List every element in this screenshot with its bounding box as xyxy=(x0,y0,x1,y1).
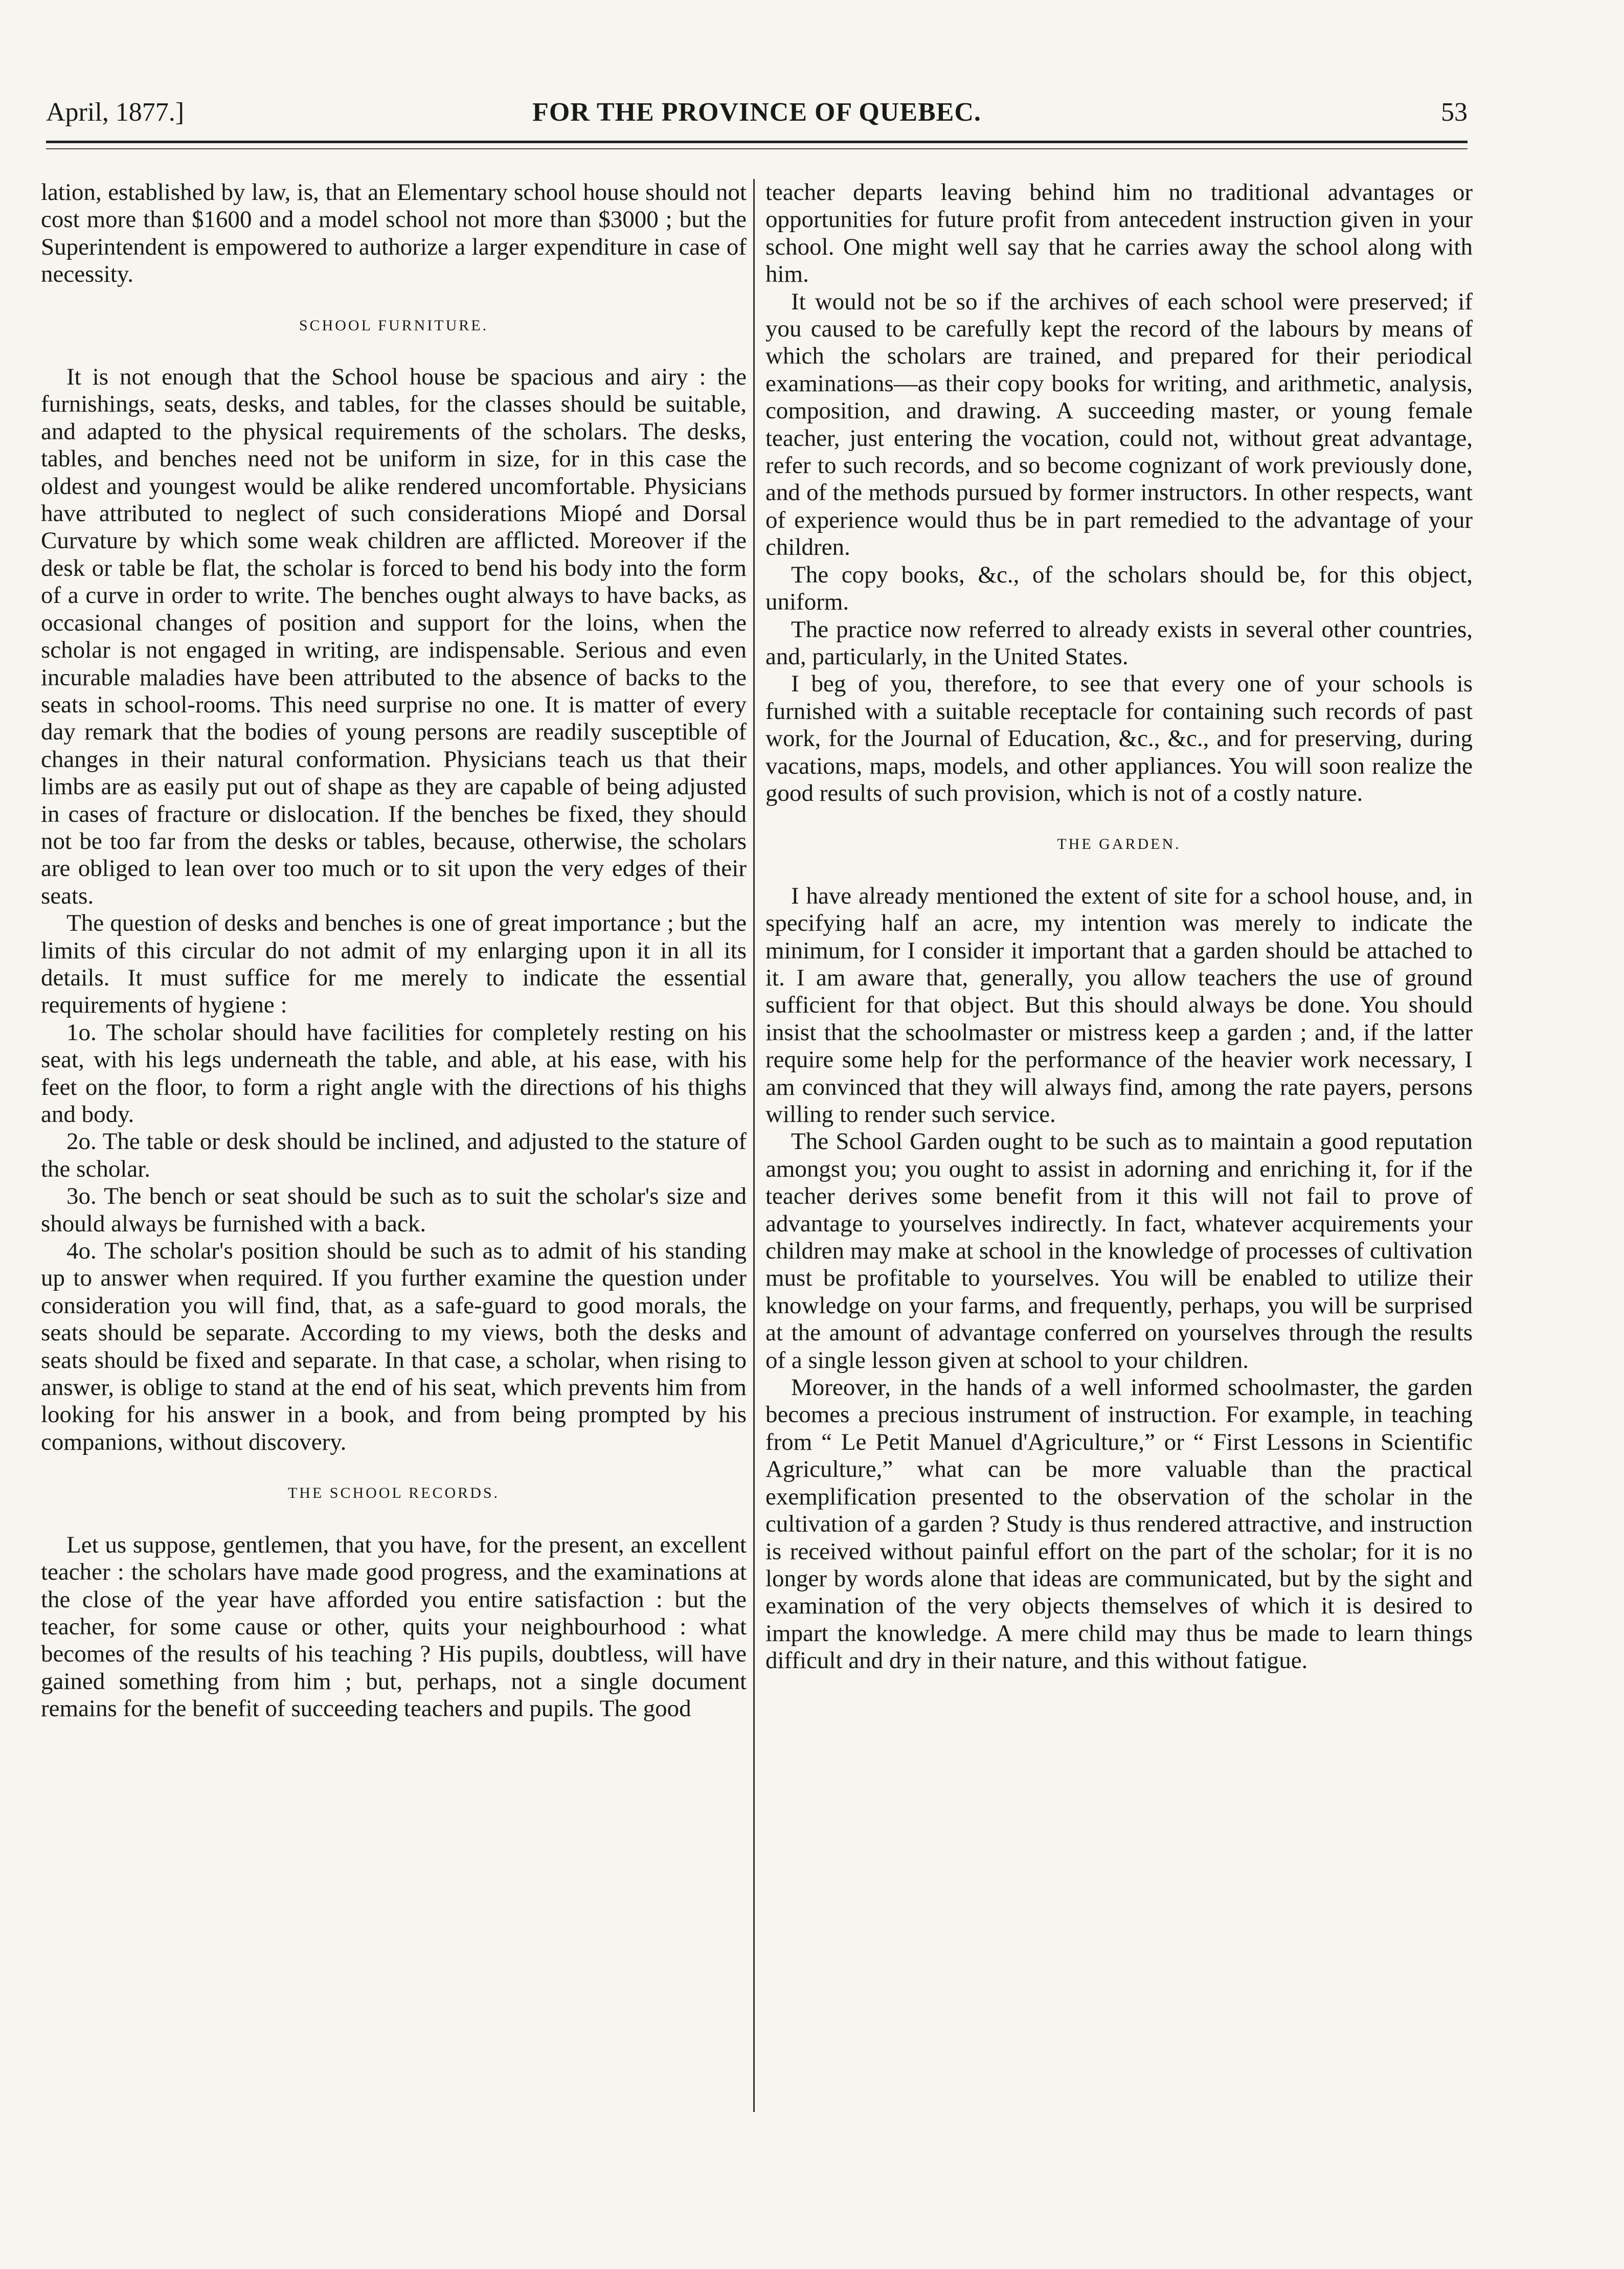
header-date: April, 1877.] xyxy=(46,98,185,127)
paragraph-furniture-1: It is not enough that the School house be spacious and airy : the furnishings, seats, desks, and tables, for the classes should be suitable, and adapted to the physical requirements of the scholars. The desks, tables, and benches need not be uniform in size, for in this case the oldest and youngest would be alike rendered uncomfortable. Physicians have attributed to neglect of such considerations Miopé and Dorsal Curvature by which some weak children are afflicted. Moreover if the desk or table be flat, the scholar is forced to bend his body into the form of a curve in order to write. The benches ought always to have backs, as occasional changes of position and support for the loins, when the scholar is not engaged in writing, are indispensable. Serious and even incurable maladies have been attributed to the absence of backs to the seats in school-rooms. This need surprise no one. It is matter of every day remark that the bodies of young persons are readily susceptible of changes in their natural conformation. Physicians teach us that their limbs are as easily put out of shape as they are capable of being adjusted in cases of fracture or dislocation. If the benches be fixed, they should not be too far from the desks or tables, because, otherwise, the scholars are obliged to lean over too much or to sit upon the very edges of their seats. xyxy=(41,364,747,909)
header-rule-thin xyxy=(46,148,1468,149)
paragraph-records-1: Let us suppose, gentlemen, that you have, for the present, an excellent teacher : the scholars have made good progress, and the examinations at the close of the year have afforded you entire satisfaction : but the teacher, for some cause or other, quits your neighbourhood : what becomes of the results of his teaching ? His pupils, doubtless, will have gained something from him ; but, perhaps, not a single document remains for the benefit of succeeding teachers and pupils. The good xyxy=(41,1531,747,1722)
paragraph-records-continued: teacher departs leaving behind him no traditional advantages or opportunities for future profit from antecedent instruction given in your school. One might well say that he carries away the school along with him. xyxy=(765,179,1473,288)
requirement-3: 3o. The bench or seat should be such as to suit the scholar's size and should always be furnished with a back. xyxy=(41,1183,747,1237)
paragraph-garden-2: The School Garden ought to be such as to maintain a good reputation amongst you; you ought to assist in adorning and enriching it, for if the teacher derives some benefit from it this will not fail to prove of advantage to yourselves indirectly. In fact, whatever acquirements your children may make at school in the knowledge of processes of cultivation must be profitable to yourselves. You will be enabled to utilize their knowledge on your farms, and frequently, perhaps, you will be surprised at the amount of advantage conferred on yourselves through the results of a single lesson given at school to your children. xyxy=(765,1128,1473,1374)
paragraph-records-3: The copy books, &c., of the scholars should be, for this object, uniform. xyxy=(765,561,1473,616)
paragraph-records-4: The practice now referred to already exists in several other countries, and, particularly, in the United States. xyxy=(765,616,1473,670)
left-column xyxy=(41,179,747,1723)
paragraph-intro: lation, established by law, is, that an Elementary school house should not cost more than $1600 and a model school not more than $3000 ; but the Superintendent is empowered to authorize a larger expenditure in case of necessity. xyxy=(41,179,747,288)
page-header xyxy=(46,87,1468,133)
paragraph-furniture-2: The question of desks and benches is one of great importance ; but the limits of this circular do not admit of my enlarging upon it in all its details. It must suffice for me merely to indicate the essential requirements of hygiene : xyxy=(41,910,747,1019)
header-title: FOR THE PROVINCE OF QUEBEC. xyxy=(532,98,981,127)
requirement-1: 1o. The scholar should have facilities for completely resting on his seat, with his legs underneath the table, and able, at his ease, with his feet on the floor, to form a right angle with the directions of his thighs and body. xyxy=(41,1019,747,1128)
paragraph-records-5: I beg of you, therefore, to see that every one of your schools is furnished with a suitable receptacle for containing such records of past work, for the Journal of Education, &c., &c., and for preserving, during vacations, maps, models, and other appliances. You will soon realize the good results of such provision, which is not of a costly nature. xyxy=(765,670,1473,806)
heading-garden: THE GARDEN. xyxy=(1057,836,1181,853)
heading-school-records: THE SCHOOL RECORDS. xyxy=(287,1485,500,1502)
right-column xyxy=(765,179,1473,1675)
header-rule-thick xyxy=(46,141,1468,143)
page-number: 53 xyxy=(1441,98,1468,127)
requirement-2: 2o. The table or desk should be inclined, and adjusted to the stature of the scholar. xyxy=(41,1128,747,1182)
requirement-4: 4o. The scholar's position should be such as to admit of his standing up to answer when required. If you further examine the question under consideration you will find, that, as a safe-guard to good morals, the seats should be separate. According to my views, both the desks and seats should be fixed and separate. In that case, a scholar, when rising to answer, is oblige to stand at the end of his seat, which prevents him from looking for his answer in a book, and from being prompted by his companions, without discovery. xyxy=(41,1238,747,1455)
column-divider xyxy=(753,179,755,2112)
heading-school-furniture: SCHOOL FURNITURE. xyxy=(299,317,489,334)
paragraph-garden-1: I have already mentioned the extent of site for a school house, and, in specifying half an acre, my intention was merely to indicate the minimum, for I consider it important that a garden should be attached to it. I am aware that, generally, you allow teachers the use of ground sufficient for that object. But this should always be done. You should insist that the schoolmaster or mistress keep a garden ; and, if the latter require some help for the performance of the heavier work necessary, I am convinced that they will always find, among the rate payers, persons willing to render such service. xyxy=(765,882,1473,1128)
paragraph-garden-3: Moreover, in the hands of a well informed schoolmaster, the garden becomes a precious instrument of instruction. For example, in teaching from “ Le Petit Manuel d'Agriculture,” or “ First Lessons in Scientific Agriculture,” what can be more valuable than the practical exemplification presented to the observation of the scholar in the cultivation of a garden ? Study is thus rendered attractive, and instruction is received without painful effort on the part of the scholar; for it is no longer by words alone that ideas are communicated, but by the sight and examination of the very objects themselves of which it is desired to impart the knowledge. A mere child may thus be made to learn things difficult and dry in their nature, and this without fatigue. xyxy=(765,1374,1473,1674)
paragraph-records-2: It would not be so if the archives of each school were preserved; if you caused to be carefully kept the record of the labours by means of which the scholars are trained, and prepared for their periodical examinations—as their copy books for writing, and arithmetic, analysis, composition, and drawing. A succeeding master, or young female teacher, just entering the vocation, could not, without great advantage, refer to such records, and so become cognizant of work previously done, and of the methods pursued by former instructors. In other respects, want of experience would thus be in part remedied to the advantage of your children. xyxy=(765,288,1473,561)
